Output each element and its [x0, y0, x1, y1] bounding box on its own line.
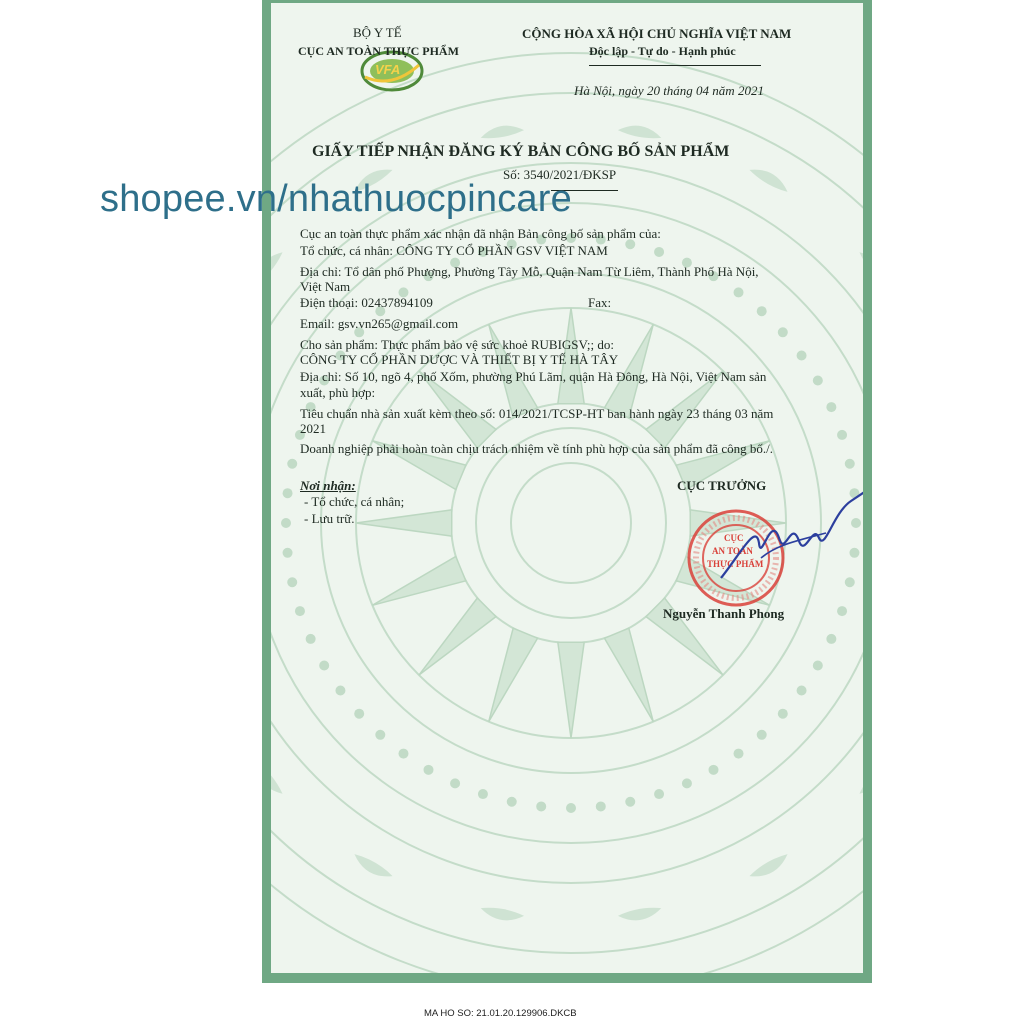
place-date: Hà Nội, ngày 20 tháng 04 năm 2021: [574, 83, 764, 98]
drum-dot: [778, 327, 788, 337]
drum-dot: [398, 749, 408, 759]
drum-dot: [335, 686, 345, 696]
drum-ray: [489, 628, 538, 721]
drum-dot: [797, 686, 807, 696]
document-line: CÔNG TY CỔ PHẦN DƯỢC VÀ THIẾT BỊ Y TẾ HÀ TÂY: [300, 352, 619, 367]
drum-dot: [295, 606, 305, 616]
drum-dot: [654, 789, 664, 799]
drum-ray: [372, 556, 465, 605]
recipient-item: - Tổ chức, cá nhân;: [304, 494, 405, 509]
fax-label: Fax:: [588, 295, 612, 310]
document-line: Điện thoại: 02437894109: [300, 295, 433, 310]
drum-ray: [356, 510, 452, 536]
certificate-paper: [271, 3, 863, 973]
drum-bird: [271, 758, 285, 799]
drum-dot: [424, 765, 434, 775]
motto-underline: [589, 65, 761, 66]
drum-dot: [813, 376, 823, 386]
drum-dot: [281, 518, 291, 528]
drum-bird: [617, 905, 662, 923]
drum-dot: [478, 789, 488, 799]
drum-dot: [837, 606, 847, 616]
document-line: Doanh nghiệp phải hoàn toàn chịu trách nhiệm về tính phù hợp của sản phẩm đã công bố./.: [300, 441, 773, 456]
agency-name: CỤC AN TOÀN THỰC PHẨM: [298, 44, 459, 58]
recipient-item: - Lưu trữ.: [304, 511, 355, 526]
drum-bird: [350, 851, 394, 883]
drum-dot: [734, 749, 744, 759]
stamp-line: AN TOÀN: [712, 546, 753, 556]
drum-bird: [617, 122, 662, 140]
drum-bird: [748, 163, 792, 195]
stamp-line: THỰC PHẨM: [707, 559, 764, 569]
drum-dot: [757, 730, 767, 740]
drum-dot: [566, 803, 576, 813]
drum-bird: [479, 905, 524, 923]
document-line: Địa chỉ: Tổ dân phố Phượng, Phường Tây Mỗ, Quận Nam Từ Liêm, Thành Phố Hà Nội,: [300, 264, 759, 279]
drum-dot: [797, 350, 807, 360]
drum-bird: [857, 247, 863, 288]
drum-dot: [319, 661, 329, 671]
drum-ray: [558, 642, 584, 738]
document-line: Email: gsv.vn265@gmail.com: [300, 316, 459, 331]
document-line: Cục an toàn thực phẩm xác nhận đã nhận Bản công bố sản phẩm của:: [300, 226, 661, 241]
drum-dot: [778, 709, 788, 719]
drum-dot: [287, 577, 297, 587]
record-code: MA HO SO: 21.01.20.129906.DKCB: [424, 1008, 577, 1019]
drum-dot: [709, 765, 719, 775]
drum-dot: [837, 430, 847, 440]
drum-dot: [654, 247, 664, 257]
ministry-name: BỘ Y TẾ: [353, 25, 402, 40]
shop-watermark: shopee.vn/nhathuocpincare: [100, 178, 572, 220]
signature-icon: [701, 483, 863, 593]
drum-dot: [826, 402, 836, 412]
drum-bird: [271, 247, 285, 288]
drum-dot: [507, 797, 517, 807]
document-line: Tiêu chuẩn nhà sản xuất kèm theo số: 014/2021/TCSP-HT ban hành ngày 23 tháng 03 năm: [300, 406, 774, 421]
drum-dot: [536, 801, 546, 811]
drum-bird: [748, 851, 792, 883]
drum-dot: [596, 801, 606, 811]
document-line: Cho sản phẩm: Thực phẩm bảo vệ sức khoẻ RUBIGSV;; do:: [300, 337, 615, 352]
drum-dot: [354, 709, 364, 719]
national-motto: Độc lập - Tự do - Hạnh phúc: [589, 44, 736, 58]
drum-dot: [450, 778, 460, 788]
drum-bird: [479, 122, 524, 140]
document-line: Việt Nam: [300, 279, 351, 294]
drum-ray: [419, 598, 496, 675]
drum-dot: [306, 634, 316, 644]
document-title: GIẤY TIẾP NHẬN ĐĂNG KÝ BẢN CÔNG BỐ SẢN PHẨM: [312, 143, 730, 160]
document-line: 2021: [300, 421, 326, 436]
republic-name: CỘNG HÒA XÃ HỘI CHỦ NGHĨA VIỆT NAM: [522, 26, 792, 41]
drum-dot: [682, 778, 692, 788]
drum-dot: [826, 634, 836, 644]
drum-dot: [813, 661, 823, 671]
drum-dot: [625, 797, 635, 807]
signer-name: Nguyễn Thanh Phong: [663, 606, 785, 621]
document-line: Địa chỉ: Số 10, ngõ 4, phố Xốm, phường Phú Lãm, quận Hà Đông, Hà Nội, Việt Nam sản: [300, 369, 767, 384]
drum-ray: [604, 628, 653, 721]
drum-dot: [287, 459, 297, 469]
drum-dot: [757, 306, 767, 316]
document-line: xuất, phù hợp:: [300, 385, 376, 400]
stamp-line: CỤC: [724, 533, 744, 543]
drum-dot: [845, 459, 855, 469]
drum-bird: [857, 758, 863, 799]
drum-dot: [375, 730, 385, 740]
signer-title: CỤC TRƯỞNG: [677, 478, 767, 493]
document-number: Số: 3540/2021/ĐKSP: [503, 167, 617, 182]
drum-dot: [283, 548, 293, 558]
recipients-heading: Nơi nhận:: [300, 478, 356, 493]
document-line: Tổ chức, cá nhân: CÔNG TY CỔ PHẦN GSV VIỆT NAM: [300, 243, 608, 258]
drum-dot: [283, 488, 293, 498]
vfa-logo-text: VFA: [375, 62, 401, 77]
drum-dot: [734, 287, 744, 297]
certificate-frame: [262, 0, 872, 983]
